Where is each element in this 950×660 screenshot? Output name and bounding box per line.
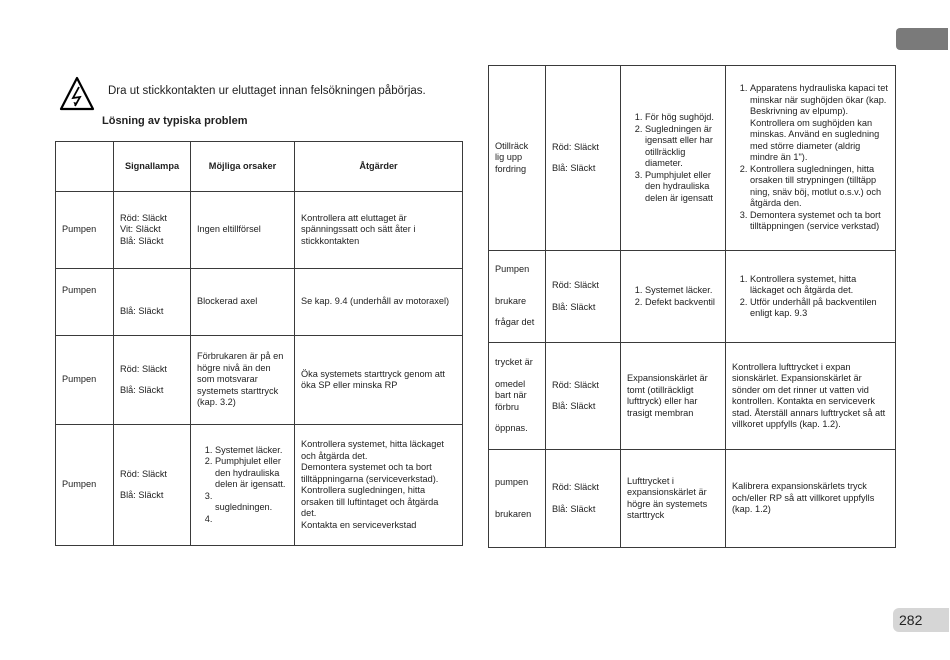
problem-line: pumpen bbox=[495, 477, 529, 487]
header-possible-causes: Möjliga orsaker bbox=[191, 142, 295, 192]
signal-line: Blå: Släckt bbox=[552, 301, 596, 312]
action-line: Kontrollera systemet, hitta läckaget och åtgärda det. bbox=[301, 439, 444, 461]
signal-line: Blå: Släckt bbox=[120, 385, 164, 395]
cause-cell: Lufttrycket i expansionskärlet är högre än systemets starttryck bbox=[621, 450, 726, 548]
signal-cell: Blå: Släckt bbox=[114, 269, 191, 336]
electrical-warning-icon bbox=[59, 76, 95, 112]
list-item: 2. Utför underhåll på backventilen enligt kap. 9.3 bbox=[750, 297, 889, 320]
table-row bbox=[489, 450, 896, 548]
cause-list bbox=[627, 112, 719, 204]
table-row bbox=[56, 425, 463, 546]
signal-cell bbox=[114, 336, 191, 425]
list-item: 2. Pumphjulet eller den hydrauliska delen är igensatt. bbox=[215, 456, 288, 491]
section-title: Lösning av typiska problem bbox=[102, 115, 248, 127]
table-header-row bbox=[56, 142, 463, 192]
cause-cell: Expansionskärlet är tomt (otillräckligt lufttryck) eller har trasigt membran bbox=[621, 343, 726, 450]
table-row bbox=[56, 336, 463, 425]
list-item: 3. Pumphjulet eller den hydrauliska delen är igensatt bbox=[645, 170, 719, 205]
problem-cell bbox=[489, 251, 546, 343]
list-item: 1. Systemet läcker. bbox=[645, 285, 719, 297]
action-cell: Kontrollera lufttrycket i expan sionskärlet. Expansionskärlet är sönder om det rinner ut vatten vid kontrollen. Kontakta en serviceverk stad. Återställ annars lufttrycket så att villkoret uppfylls (kap. 1.2). bbox=[726, 343, 896, 450]
list-item bbox=[215, 514, 288, 526]
problem-line: öppnas. bbox=[495, 423, 528, 434]
problem-cell: Pumpen bbox=[56, 269, 114, 336]
action-cell bbox=[726, 251, 896, 343]
action-cell: Öka systemets starttryck genom att öka SP eller minska RP bbox=[295, 336, 463, 425]
signal-line: Röd: Släckt bbox=[552, 379, 599, 390]
cause-cell bbox=[621, 66, 726, 251]
signal-line: Blå: Släckt bbox=[552, 401, 596, 411]
list-item: 2. Sugledningen är igensatt eller har otillräcklig diameter. bbox=[645, 124, 719, 170]
signal-cell bbox=[546, 251, 621, 343]
signal-line: Blå: Släckt bbox=[120, 490, 164, 500]
table-row bbox=[489, 251, 896, 343]
header-problem bbox=[56, 142, 114, 192]
problem-cell: Pumpen bbox=[56, 192, 114, 269]
problem-line: trycket är bbox=[495, 357, 533, 368]
signal-line: Röd: Släckt bbox=[552, 141, 599, 152]
list-item: 2. Kontrollera sugledningen, hitta orsaken till strypningen (tilltäpp ning, snäv böj, motlut o.s.v.) och åtgärda den. bbox=[750, 164, 889, 210]
action-line: Kontakta en serviceverkstad bbox=[301, 519, 417, 530]
table-row bbox=[56, 269, 463, 336]
list-item: 1. Systemet läcker. bbox=[215, 445, 288, 457]
table-row bbox=[489, 66, 896, 251]
action-cell bbox=[726, 66, 896, 251]
signal-cell bbox=[546, 450, 621, 548]
signal-line: Blå: Släckt bbox=[552, 503, 596, 514]
list-item: 1. Kontrollera systemet, hitta läckaget och åtgärda det. bbox=[750, 274, 889, 297]
signal-line: Vit: Släckt bbox=[120, 224, 161, 235]
cause-cell bbox=[621, 251, 726, 343]
problem-line: brukaren bbox=[495, 508, 532, 519]
cause-cell bbox=[191, 425, 295, 546]
cause-cell: Blockerad axel bbox=[191, 269, 295, 336]
left-troubleshooting-table bbox=[55, 141, 463, 546]
table-row bbox=[489, 343, 896, 450]
action-cell: Kontrollera att eluttaget är spänningssatt och sätt åter i stickkontakten bbox=[295, 192, 463, 269]
cause-cell: Förbrukaren är på en högre nivå än den som motsvarar systemets starttryck (kap. 3.2) bbox=[191, 336, 295, 425]
signal-line: Blå: Släckt bbox=[120, 235, 164, 246]
list-item: 1. Apparatens hydrauliska kapaci tet minskar när sughöjden ökar (kap. Beskrivning av elpump). Kontrollera om sughöjden kan minskas. Använd en sugledning med större diameter (aldrig mindre än 1"). bbox=[750, 83, 889, 164]
signal-cell bbox=[546, 66, 621, 251]
signal-line: Blå: Släckt bbox=[552, 163, 596, 173]
cause-list bbox=[627, 285, 719, 308]
problem-cell bbox=[489, 343, 546, 450]
action-cell: Kalibrera expansionskärlets tryck och/eller RP så att villkoret uppfylls (kap. 1.2) bbox=[726, 450, 896, 548]
list-item bbox=[215, 491, 288, 503]
list-item: 3. Demontera systemet och ta bort tilltäppningen (service verkstad) bbox=[750, 210, 889, 233]
signal-line: Röd: Släckt bbox=[120, 363, 167, 374]
action-list bbox=[732, 274, 889, 320]
table-row bbox=[56, 192, 463, 269]
chapter-tab bbox=[896, 28, 948, 50]
signal-cell bbox=[114, 425, 191, 546]
signal-line: Röd: Släckt bbox=[552, 280, 599, 290]
header-signal-lamp: Signallampa bbox=[114, 142, 191, 192]
problem-cell: Pumpen bbox=[56, 425, 114, 546]
action-list bbox=[732, 83, 889, 233]
action-cell: Se kap. 9.4 (underhåll av motoraxel) bbox=[295, 269, 463, 336]
action-cell bbox=[295, 425, 463, 546]
right-troubleshooting-table bbox=[488, 65, 896, 548]
action-line: Demontera systemet och ta bort tilltäppningarna (serviceverkstad). bbox=[301, 462, 439, 484]
list-item: sugledningen. bbox=[215, 502, 273, 513]
signal-line: Röd: Släckt bbox=[120, 468, 167, 479]
cause-cell: Ingen eltillförsel bbox=[191, 192, 295, 269]
list-item: 2. Defekt backventil bbox=[645, 297, 719, 309]
problem-line: Pumpen bbox=[495, 264, 530, 275]
problem-cell: Otillräck lig upp fordring bbox=[489, 66, 546, 251]
header-actions: Åtgärder bbox=[295, 142, 463, 192]
page-number: 282 bbox=[893, 608, 949, 632]
list-item: 1. För hög sughöjd. bbox=[645, 112, 719, 124]
signal-line: Röd: Släckt bbox=[552, 482, 599, 492]
cause-list bbox=[197, 445, 288, 526]
signal-cell bbox=[546, 343, 621, 450]
problem-line: frågar det bbox=[495, 317, 535, 328]
problem-cell: Pumpen bbox=[56, 336, 114, 425]
problem-cell bbox=[489, 450, 546, 548]
problem-line: brukare bbox=[495, 295, 527, 306]
signal-cell bbox=[114, 192, 191, 269]
warning-text: Dra ut stickkontakten ur eluttaget innan felsökningen påbörjas. bbox=[108, 85, 426, 97]
problem-line: omedel bart när förbru bbox=[495, 378, 527, 412]
action-line: Kontrollera sugledningen, hitta orsaken till luftintaget och åtgärda det. bbox=[301, 485, 439, 518]
signal-line: Röd: Släckt bbox=[120, 212, 167, 223]
